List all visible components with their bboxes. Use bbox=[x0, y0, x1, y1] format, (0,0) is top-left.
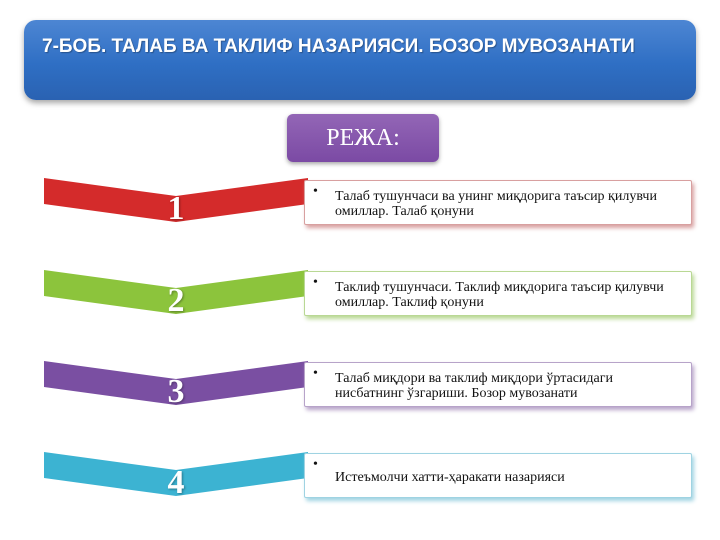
chevron-number-2: 2 bbox=[167, 282, 185, 319]
bullet-4: • bbox=[313, 457, 318, 472]
item-text-2: Таклиф тушунчаси. Таклиф миқдорига таъсир қилувчи омиллар. Таклиф қонуни bbox=[335, 280, 664, 310]
chevron-number-4: 4 bbox=[167, 464, 185, 501]
chevron-number-1: 1 bbox=[167, 190, 185, 227]
slide-title: 7-БОБ. ТАЛАБ ВА ТАКЛИФ НАЗАРИЯСИ. БОЗОР МУВОЗАНАТИ bbox=[42, 36, 635, 57]
chevron-2 bbox=[44, 270, 308, 322]
chevron-4 bbox=[44, 452, 308, 504]
plan-label bbox=[287, 114, 439, 162]
item-text-1: Талаб тушунчаси ва унинг миқдорига таъсир қилувчи омиллар. Талаб қонуни bbox=[335, 189, 657, 219]
item-box-2 bbox=[304, 271, 692, 316]
bullet-1: • bbox=[313, 184, 318, 199]
item-box-3 bbox=[304, 362, 692, 407]
item-text-4: Истеъмолчи хатти-ҳаракати назарияси bbox=[335, 470, 565, 485]
item-box-1 bbox=[304, 180, 692, 225]
bullet-2: • bbox=[313, 275, 318, 290]
chevron-3 bbox=[44, 361, 308, 413]
title-banner bbox=[24, 20, 696, 100]
bullet-3: • bbox=[313, 366, 318, 381]
chevron-1 bbox=[44, 178, 308, 230]
plan-label-text: РЕЖА: bbox=[326, 125, 400, 151]
item-box-4 bbox=[304, 453, 692, 498]
item-text-3: Талаб миқдори ва таклиф миқдори ўртасидаги нисбатнинг ўзгариши. Бозор мувозанати bbox=[335, 371, 613, 401]
chevron-number-3: 3 bbox=[167, 373, 185, 410]
